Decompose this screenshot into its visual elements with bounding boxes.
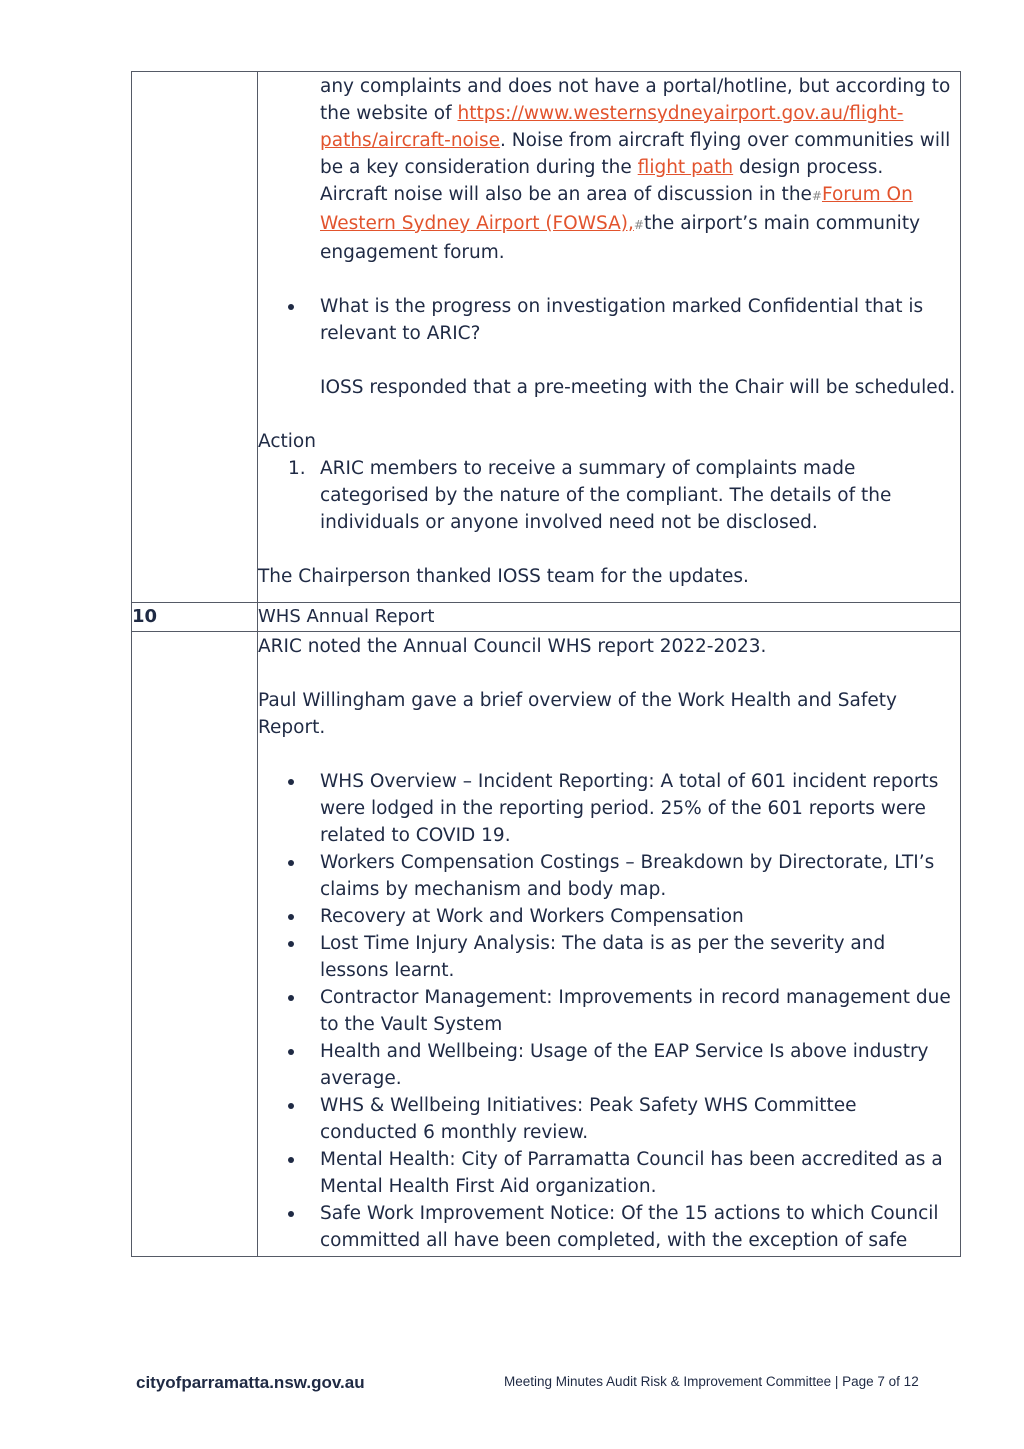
action-number: 1. bbox=[288, 458, 306, 479]
list-item: Lost Time Injury Analysis: The data is as per the severity and lessons learnt. bbox=[258, 930, 960, 984]
section-10-header-row bbox=[132, 603, 961, 632]
bullet-icon bbox=[288, 1049, 294, 1055]
item-number-cell bbox=[132, 632, 258, 1257]
section-9-body-row bbox=[132, 72, 961, 603]
section-10-body-row bbox=[132, 632, 961, 1257]
bullet-icon bbox=[288, 1157, 294, 1163]
list-item: Workers Compensation Costings – Breakdown by Directorate, LTI’s claims by mechanism and body map. bbox=[258, 849, 960, 903]
bullet-icon bbox=[288, 941, 294, 947]
list-item: Safe Work Improvement Notice: Of the 15 actions to which Council committed all have been completed, with the exception of safe bbox=[258, 1200, 960, 1254]
bullet-icon bbox=[288, 1211, 294, 1217]
list-item: WHS Overview – Incident Reporting: A total of 601 incident reports were lodged in the reporting period. 25% of the 601 reports were related to COVID 19. bbox=[258, 768, 960, 849]
section-title: WHS Annual Report bbox=[258, 603, 961, 632]
fowsa-link[interactable]: Forum On Western Sydney Airport (FOWSA), bbox=[320, 184, 913, 234]
item-number-cell: 10 bbox=[132, 603, 258, 632]
overview-paragraph: Paul Willingham gave a brief overview of the Work Health and Safety Report. bbox=[258, 690, 897, 738]
closing-remark: The Chairperson thanked IOSS team for the updates. bbox=[258, 566, 749, 587]
footer-website[interactable]: cityofparramatta.nsw.gov.au bbox=[136, 1373, 365, 1392]
bullet-icon bbox=[288, 304, 294, 310]
list-item: Health and Wellbeing: Usage of the EAP Service Is above industry average. bbox=[258, 1038, 960, 1092]
ioss-response: IOSS responded that a pre-meeting with the Chair will be scheduled. bbox=[320, 377, 956, 398]
list-item: Contractor Management: Improvements in record management due to the Vault System bbox=[258, 984, 960, 1038]
action-item: 1. ARIC members to receive a summary of complaints made categorised by the nature of the compliant. The details of the individuals or anyone involved need not be disclosed. bbox=[258, 455, 960, 536]
bullet-icon bbox=[288, 860, 294, 866]
airport-noise-link[interactable]: https://www.westernsydneyairport.gov.au/flight-paths/aircraft-noise bbox=[320, 103, 904, 151]
list-item: WHS & Wellbeing Initiatives: Peak Safety WHS Committee conducted 6 monthly review. bbox=[258, 1092, 960, 1146]
minutes-table bbox=[131, 71, 961, 1257]
continued-paragraph: any complaints and does not have a portal/hotline, but according to the website of https://www.westernsydneyairport.gov.au/flight-paths/aircraft-noise. Noise from aircraft flying over communities will be a key consideration during the flight path design process. Aircraft noise will also be an area of discussion in the#Forum On Western Sydney Airport (FOWSA),#the airport’s main community engagement forum. bbox=[320, 76, 951, 263]
footer-page-info: Meeting Minutes Audit Risk & Improvement Committee | Page 7 of 12 bbox=[504, 1374, 919, 1389]
list-item: Mental Health: City of Parramatta Council has been accredited as a Mental Health First Aid organization. bbox=[258, 1146, 960, 1200]
bullet-icon bbox=[288, 914, 294, 920]
bullet-icon bbox=[288, 995, 294, 1001]
content-cell bbox=[258, 632, 961, 1257]
bullet-icon bbox=[288, 779, 294, 785]
question-bullet: What is the progress on investigation marked Confidential that is relevant to ARIC? bbox=[258, 293, 960, 347]
content-cell bbox=[258, 72, 961, 603]
bullet-icon bbox=[288, 1103, 294, 1109]
list-item: Recovery at Work and Workers Compensation bbox=[258, 903, 960, 930]
action-heading: Action bbox=[258, 431, 316, 452]
flight-path-link[interactable]: flight path bbox=[637, 157, 734, 178]
noted-paragraph: ARIC noted the Annual Council WHS report 2022-2023. bbox=[258, 636, 767, 657]
item-number-cell bbox=[132, 72, 258, 603]
